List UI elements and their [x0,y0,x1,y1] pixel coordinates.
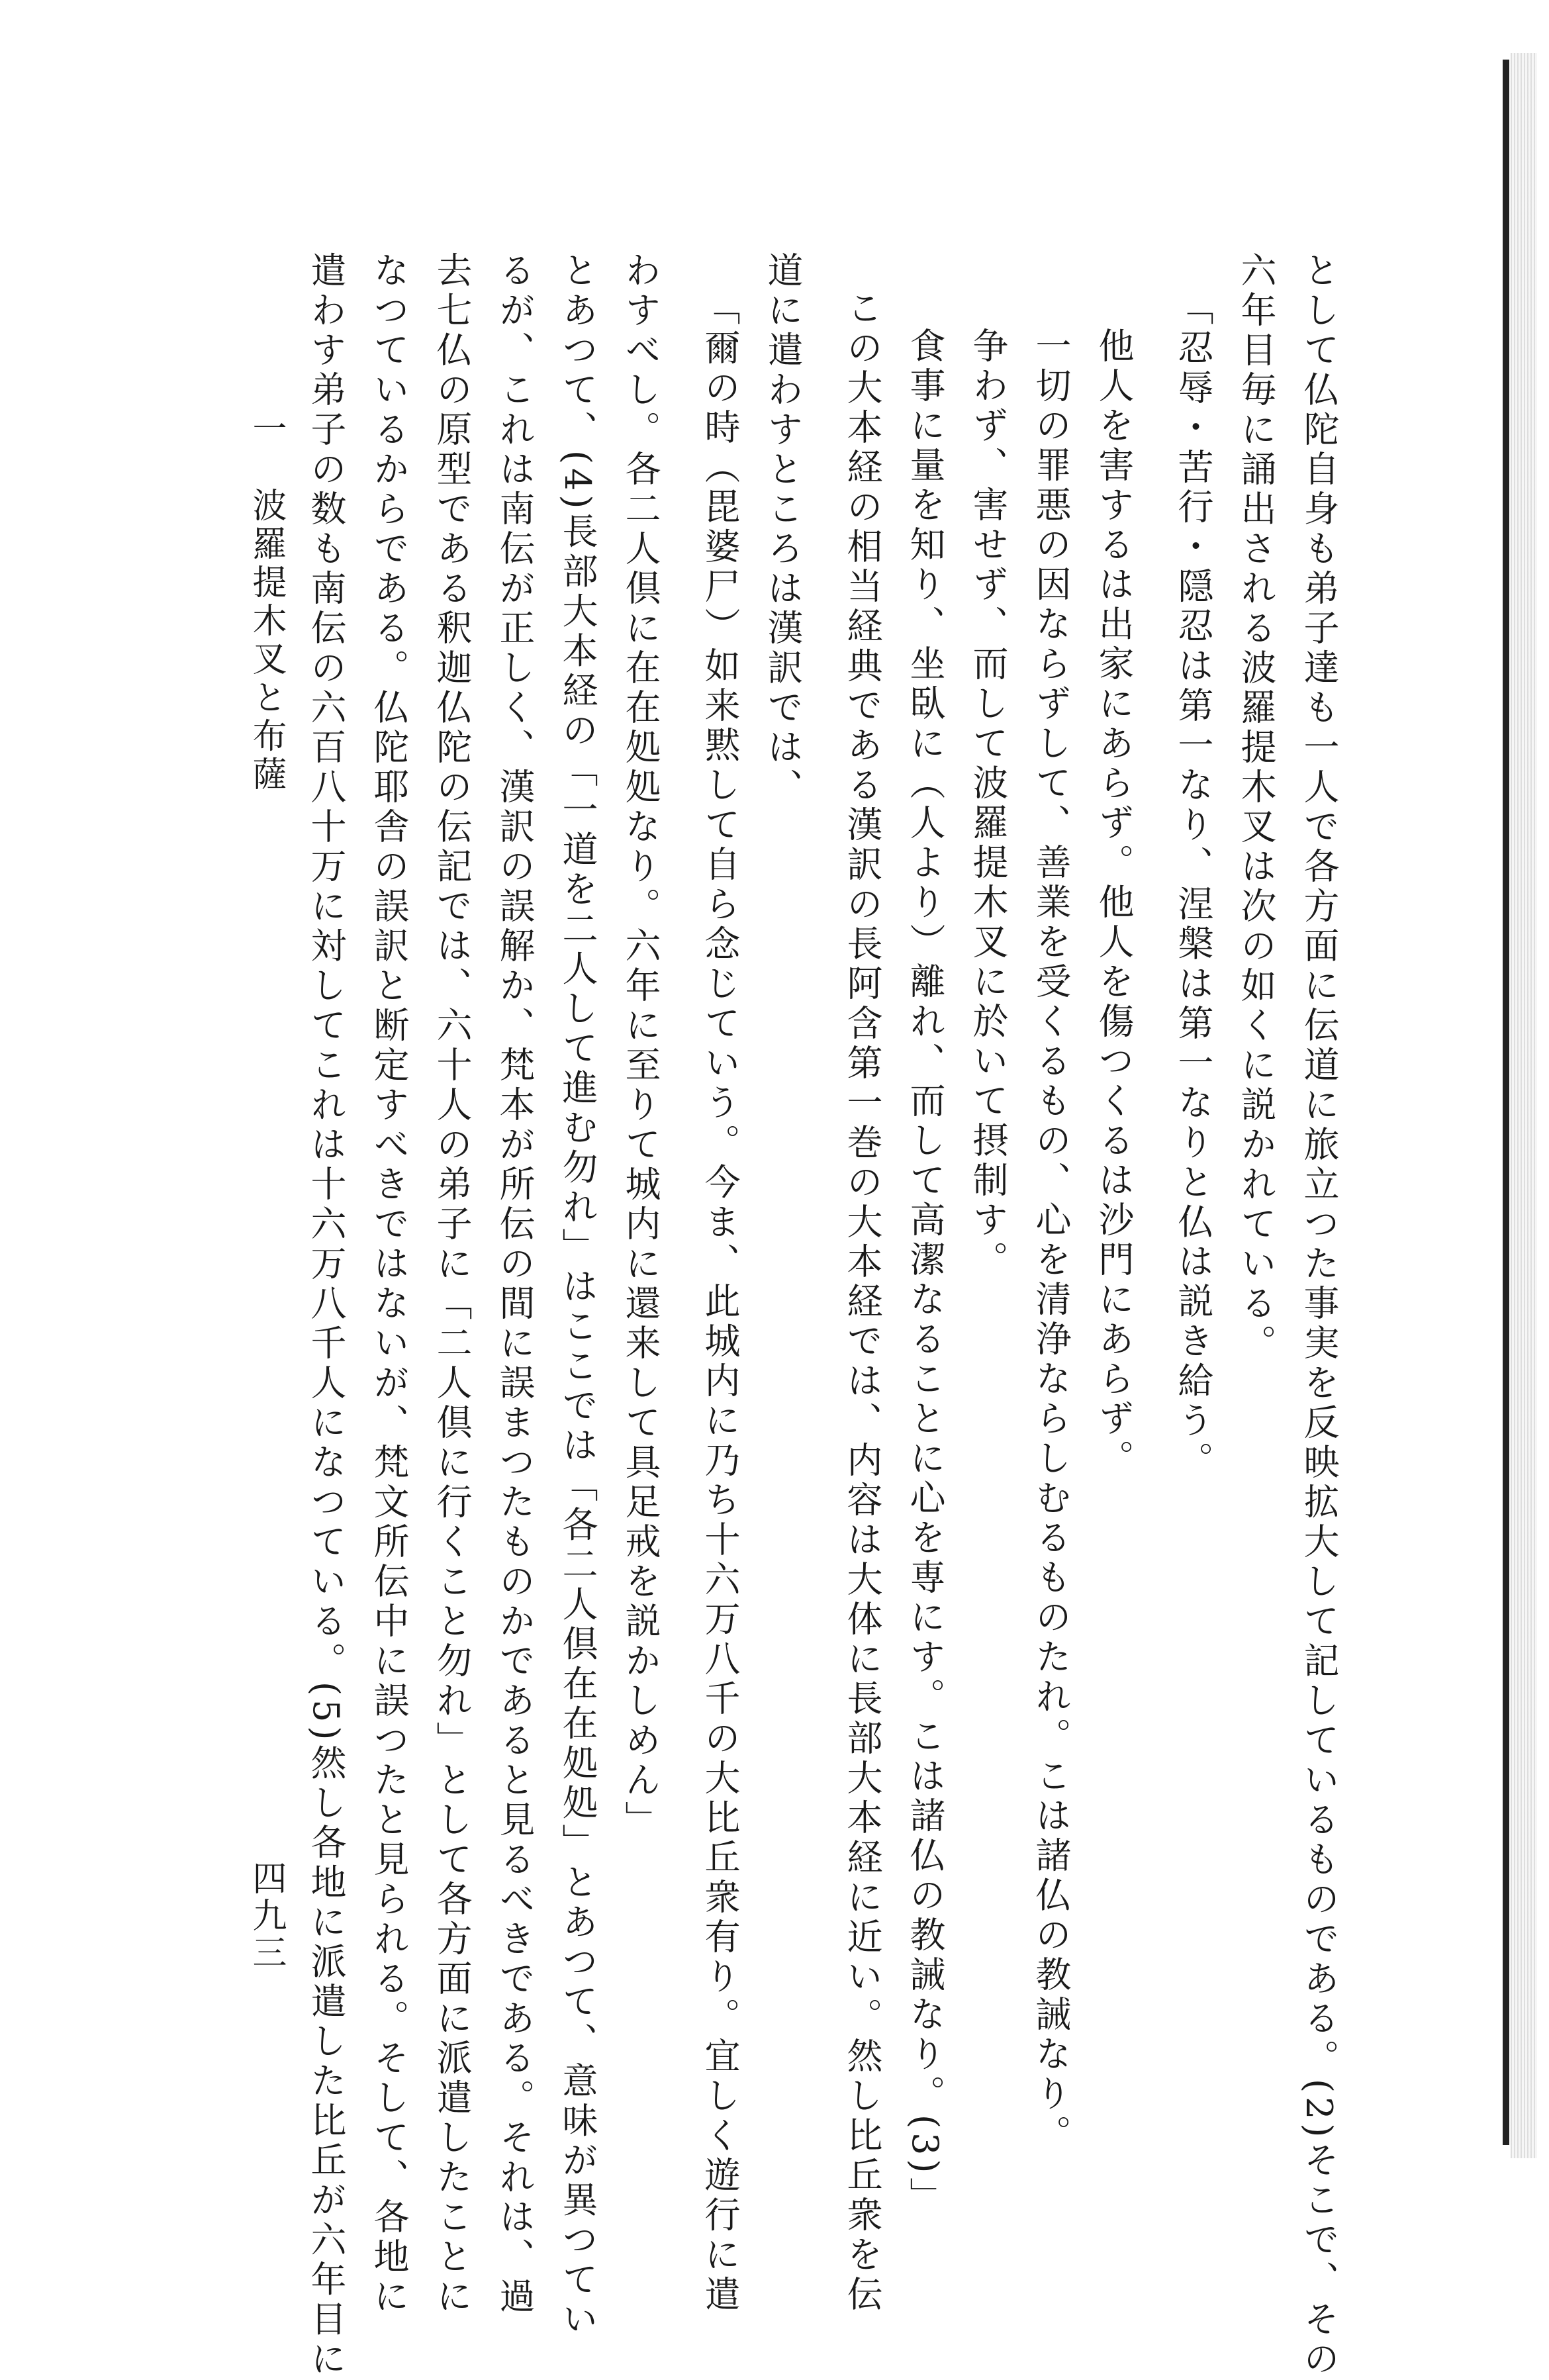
running-head: 一 波羅提木叉と布薩 [246,410,286,794]
quote-line: 他人を害するは出家にあらず。他人を傷つくるは沙門にあらず。 [1093,327,1135,1479]
text-line: として仏陀自身も弟子達も一人で各方面に伝道に旅立つた事実を反映拡大して記しているものである。(2)そこで、その [1298,252,1340,2380]
text-line: 道に遣わすところは漢訳では、 [762,252,804,808]
quote-line: 一切の罪悪の因ならずして、善業を受くるもの、心を清浄ならしむるものたれ。こは諸仏の教誡なり。 [1030,327,1072,2154]
text-line: 遣わす弟子の数も南伝の六百八十万に対してこれは十六万八千人になつている。(5)然し各地に派遣した比丘が六年目に [305,252,347,2380]
text-line: なつているからである。仏陀耶舎の誤訳と断定すべきではないが、梵文所伝中に誤つたと見られる。そして、各地に [368,252,410,2317]
text-line: この大本経の相当経典である漢訳の長阿含第一巻の大本経では、内容は大体に長部大本経に近い。然し比丘衆を伝 [841,289,883,2315]
binding-edge [1503,60,1509,2145]
text-line: 六年目毎に誦出される波羅提木叉は次の如くに説かれている。 [1235,252,1277,1364]
page-number: 四九三 [246,1860,286,1972]
quote-line: 食事に量を知り、坐臥に（人より）離れ、而して高潔なることに心を専にす。こは諸仏の教誡なり。(3)」 [904,327,946,2217]
quote-line: 「忍辱・苦行・隠忍は第一なり、涅槃は第一なりと仏は説き給う。 [1172,289,1214,1481]
quote-line: 「爾の時（毘婆尸）如来黙して自ら念じていう。今ま、此城内に乃ち十六万八千の大比丘衆有り。宜しく遊行に遣 [699,289,741,2315]
body-text [295,252,1350,2380]
quote-line: わすべし。各二人倶に在在処処なり。六年に至りて城内に還来して具足戒を説かしめん」 [620,252,661,1840]
text-line: とあつて、(4)長部大本経の「一道を二人して進む勿れ」はここでは「各二人倶在在処処」とあつて、意味が異つてい [557,252,598,2340]
quote-line: 争わず、害せず、而して波羅提木叉に於いて摂制す。 [967,327,1009,1280]
text-line: るが、これは南伝が正しく、漢訳の誤解か、梵本が所伝の間に誤まつたものかであると見るべきである。それは、過 [494,252,536,2317]
binding-shadow [1511,53,1537,2158]
text-line: 去七仏の原型である釈迦仏陀の伝記では、六十人の弟子に「二人倶に行くこと勿れ」として各方面に派遣したことに [431,252,473,2317]
